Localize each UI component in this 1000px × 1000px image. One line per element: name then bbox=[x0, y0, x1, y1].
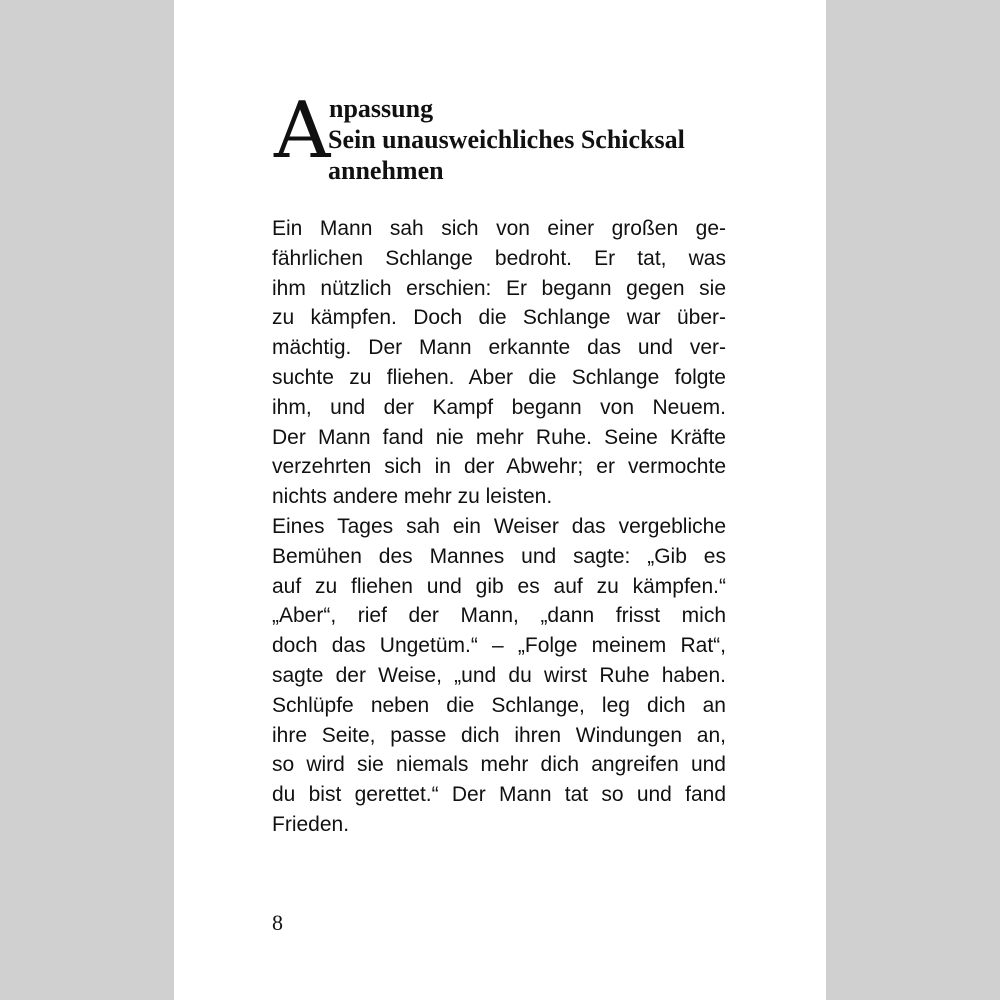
text-line: auf zu fliehen und gib es auf zu kämpfen.“ bbox=[272, 574, 726, 598]
paragraph-2 bbox=[272, 512, 726, 840]
chapter-title: npassung bbox=[329, 94, 434, 123]
text-line: ihm, und der Kampf begann von Neuem. bbox=[272, 395, 726, 419]
text-line: Der Mann fand nie mehr Ruhe. Seine Kräfte bbox=[272, 425, 726, 449]
text-line: „Aber“, rief der Mann, „dann frisst mich bbox=[272, 604, 726, 628]
text-line: Ein Mann sah sich von einer großen ge- bbox=[272, 217, 726, 240]
drop-cap: A bbox=[274, 86, 331, 176]
text-line: du bist gerettet.“ Der Mann tat so und fand bbox=[272, 783, 726, 807]
page-number: 8 bbox=[272, 910, 283, 935]
text-line: Schlüpfe neben die Schlange, leg dich an bbox=[272, 693, 726, 717]
paragraph-1 bbox=[272, 214, 726, 512]
text-line: ihm nützlich erschien: Er begann gegen sie bbox=[272, 276, 726, 300]
text-line: fährlichen Schlange bedroht. Er tat, was bbox=[272, 246, 726, 270]
text-line: zu kämpfen. Doch die Schlange war über- bbox=[272, 306, 726, 330]
text-line: so wird sie niemals mehr dich angreifen und bbox=[272, 753, 726, 777]
body-text bbox=[272, 214, 726, 840]
chapter-subtitle-line-2: annehmen bbox=[328, 156, 444, 185]
text-line: doch das Ungetüm.“ – „Folge meinem Rat“, bbox=[272, 634, 726, 658]
text-line: ihre Seite, passe dich ihren Windungen an, bbox=[272, 723, 726, 747]
text-line: mächtig. Der Mann erkannte das und ver- bbox=[272, 336, 726, 360]
book-page bbox=[174, 0, 826, 1000]
text-line: sagte der Weise, „und du wirst Ruhe haben. bbox=[272, 663, 726, 687]
chapter-subtitle-line-1: Sein unausweichliches Schicksal bbox=[328, 125, 685, 154]
text-line: Bemühen des Mannes und sagte: „Gib es bbox=[272, 544, 726, 568]
text-line: nichts andere mehr zu leisten. bbox=[272, 485, 553, 509]
text-line: Eines Tages sah ein Weiser das vergebliche bbox=[272, 514, 726, 538]
text-line: Frieden. bbox=[272, 812, 350, 836]
text-line: suchte zu fliehen. Aber die Schlange folgte bbox=[272, 365, 726, 389]
text-line: verzehrten sich in der Abwehr; er vermochte bbox=[272, 455, 726, 479]
